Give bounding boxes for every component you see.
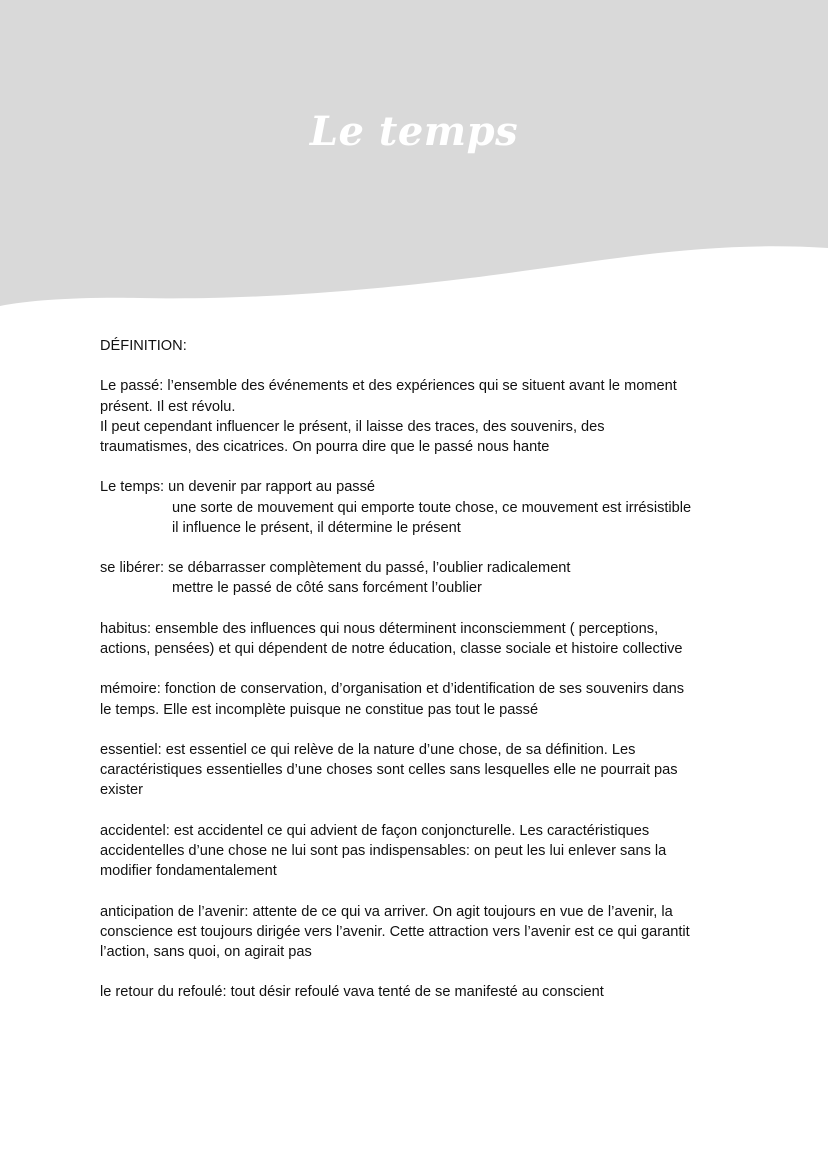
text-line: traumatismes, des cicatrices. On pourra dire que le passé nous hante bbox=[100, 439, 550, 455]
text-line: se libérer: se débarrasser complètement du passé, l’oublier radicalement bbox=[100, 560, 571, 577]
text-line: habitus: ensemble des influences qui nous déterminent inconsciemment ( perceptions, bbox=[100, 620, 659, 637]
definition-paragraph bbox=[100, 558, 740, 598]
text-line: anticipation de l’avenir: attente de ce qui va arriver. On agit toujours en vue de l’avenir, la bbox=[100, 903, 673, 920]
indented-text-line: il influence le présent, il détermine le présent bbox=[172, 519, 461, 536]
indented-text-line: une sorte de mouvement qui emporte toute chose, ce mouvement est irrésistible bbox=[172, 499, 692, 516]
indented-text-line: mettre le passé de côté sans forcément l’oublier bbox=[172, 580, 482, 597]
paragraph-spacer bbox=[100, 720, 740, 740]
page-header-banner bbox=[0, 0, 828, 320]
text-line: Le temps: un devenir par rapport au passé bbox=[100, 479, 376, 496]
text-line: mémoire: fonction de conservation, d’organisation et d’identification de ses souvenirs dans bbox=[100, 681, 685, 698]
text-line: Il peut cependant influencer le présent, il laisse des traces, des souvenirs, des bbox=[100, 418, 605, 435]
text-line: Le passé: l’ensemble des événements et des expériences qui se situent avant le moment bbox=[100, 378, 677, 395]
definition-paragraph bbox=[100, 619, 740, 659]
text-line: essentiel: est essentiel ce qui relève de la nature d’une chose, de sa définition. Les bbox=[100, 741, 636, 758]
definition-paragraph bbox=[100, 376, 740, 457]
text-line: caractéristiques essentielles d’une choses sont celles sans lesquelles elle ne pourrait pas bbox=[100, 762, 678, 779]
text-line: le temps. Elle est incomplète puisque ne constitue pas tout le passé bbox=[100, 701, 539, 718]
paragraph-spacer bbox=[100, 356, 740, 376]
definition-paragraph bbox=[100, 982, 740, 1002]
definition-paragraph bbox=[100, 902, 740, 963]
text-line: accidentel: est accidentel ce qui advient de façon conjoncturelle. Les caractéristiques bbox=[100, 822, 650, 839]
paragraph-spacer bbox=[100, 457, 740, 477]
section-heading: DÉFINITION: bbox=[100, 338, 187, 354]
definition-paragraph bbox=[100, 477, 740, 538]
text-line: l’action, sans quoi, on agirait pas bbox=[100, 943, 312, 960]
text-line: modifier fondamentalement bbox=[100, 863, 277, 880]
text-line: exister bbox=[100, 782, 143, 799]
text-line: actions, pensées) et qui dépendent de notre éducation, classe sociale et histoire collective bbox=[100, 640, 683, 657]
text-line: conscience est toujours dirigée vers l’avenir. Cette attraction vers l’avenir est ce qui garantit bbox=[100, 923, 690, 940]
text-line: accidentelles d’une chose ne lui sont pas indispensables: on peut les lui enlever sans la bbox=[100, 842, 667, 859]
paragraph-spacer bbox=[100, 599, 740, 619]
paragraph-spacer bbox=[100, 659, 740, 679]
definition-paragraph bbox=[100, 821, 740, 882]
definition-paragraph bbox=[100, 679, 740, 719]
paragraph-spacer bbox=[100, 538, 740, 558]
paragraph-spacer bbox=[100, 801, 740, 821]
definition-paragraph bbox=[100, 740, 740, 801]
paragraph-spacer bbox=[100, 962, 740, 982]
text-line: présent. Il est révolu. bbox=[100, 398, 236, 415]
paragraph-spacer bbox=[100, 881, 740, 901]
page-title: Le temps bbox=[309, 108, 519, 155]
text-line: le retour du refoulé: tout désir refoulé vava tenté de se manifesté au conscient bbox=[100, 984, 604, 1001]
wave-background bbox=[0, 0, 828, 320]
definitions-section bbox=[100, 336, 740, 1003]
